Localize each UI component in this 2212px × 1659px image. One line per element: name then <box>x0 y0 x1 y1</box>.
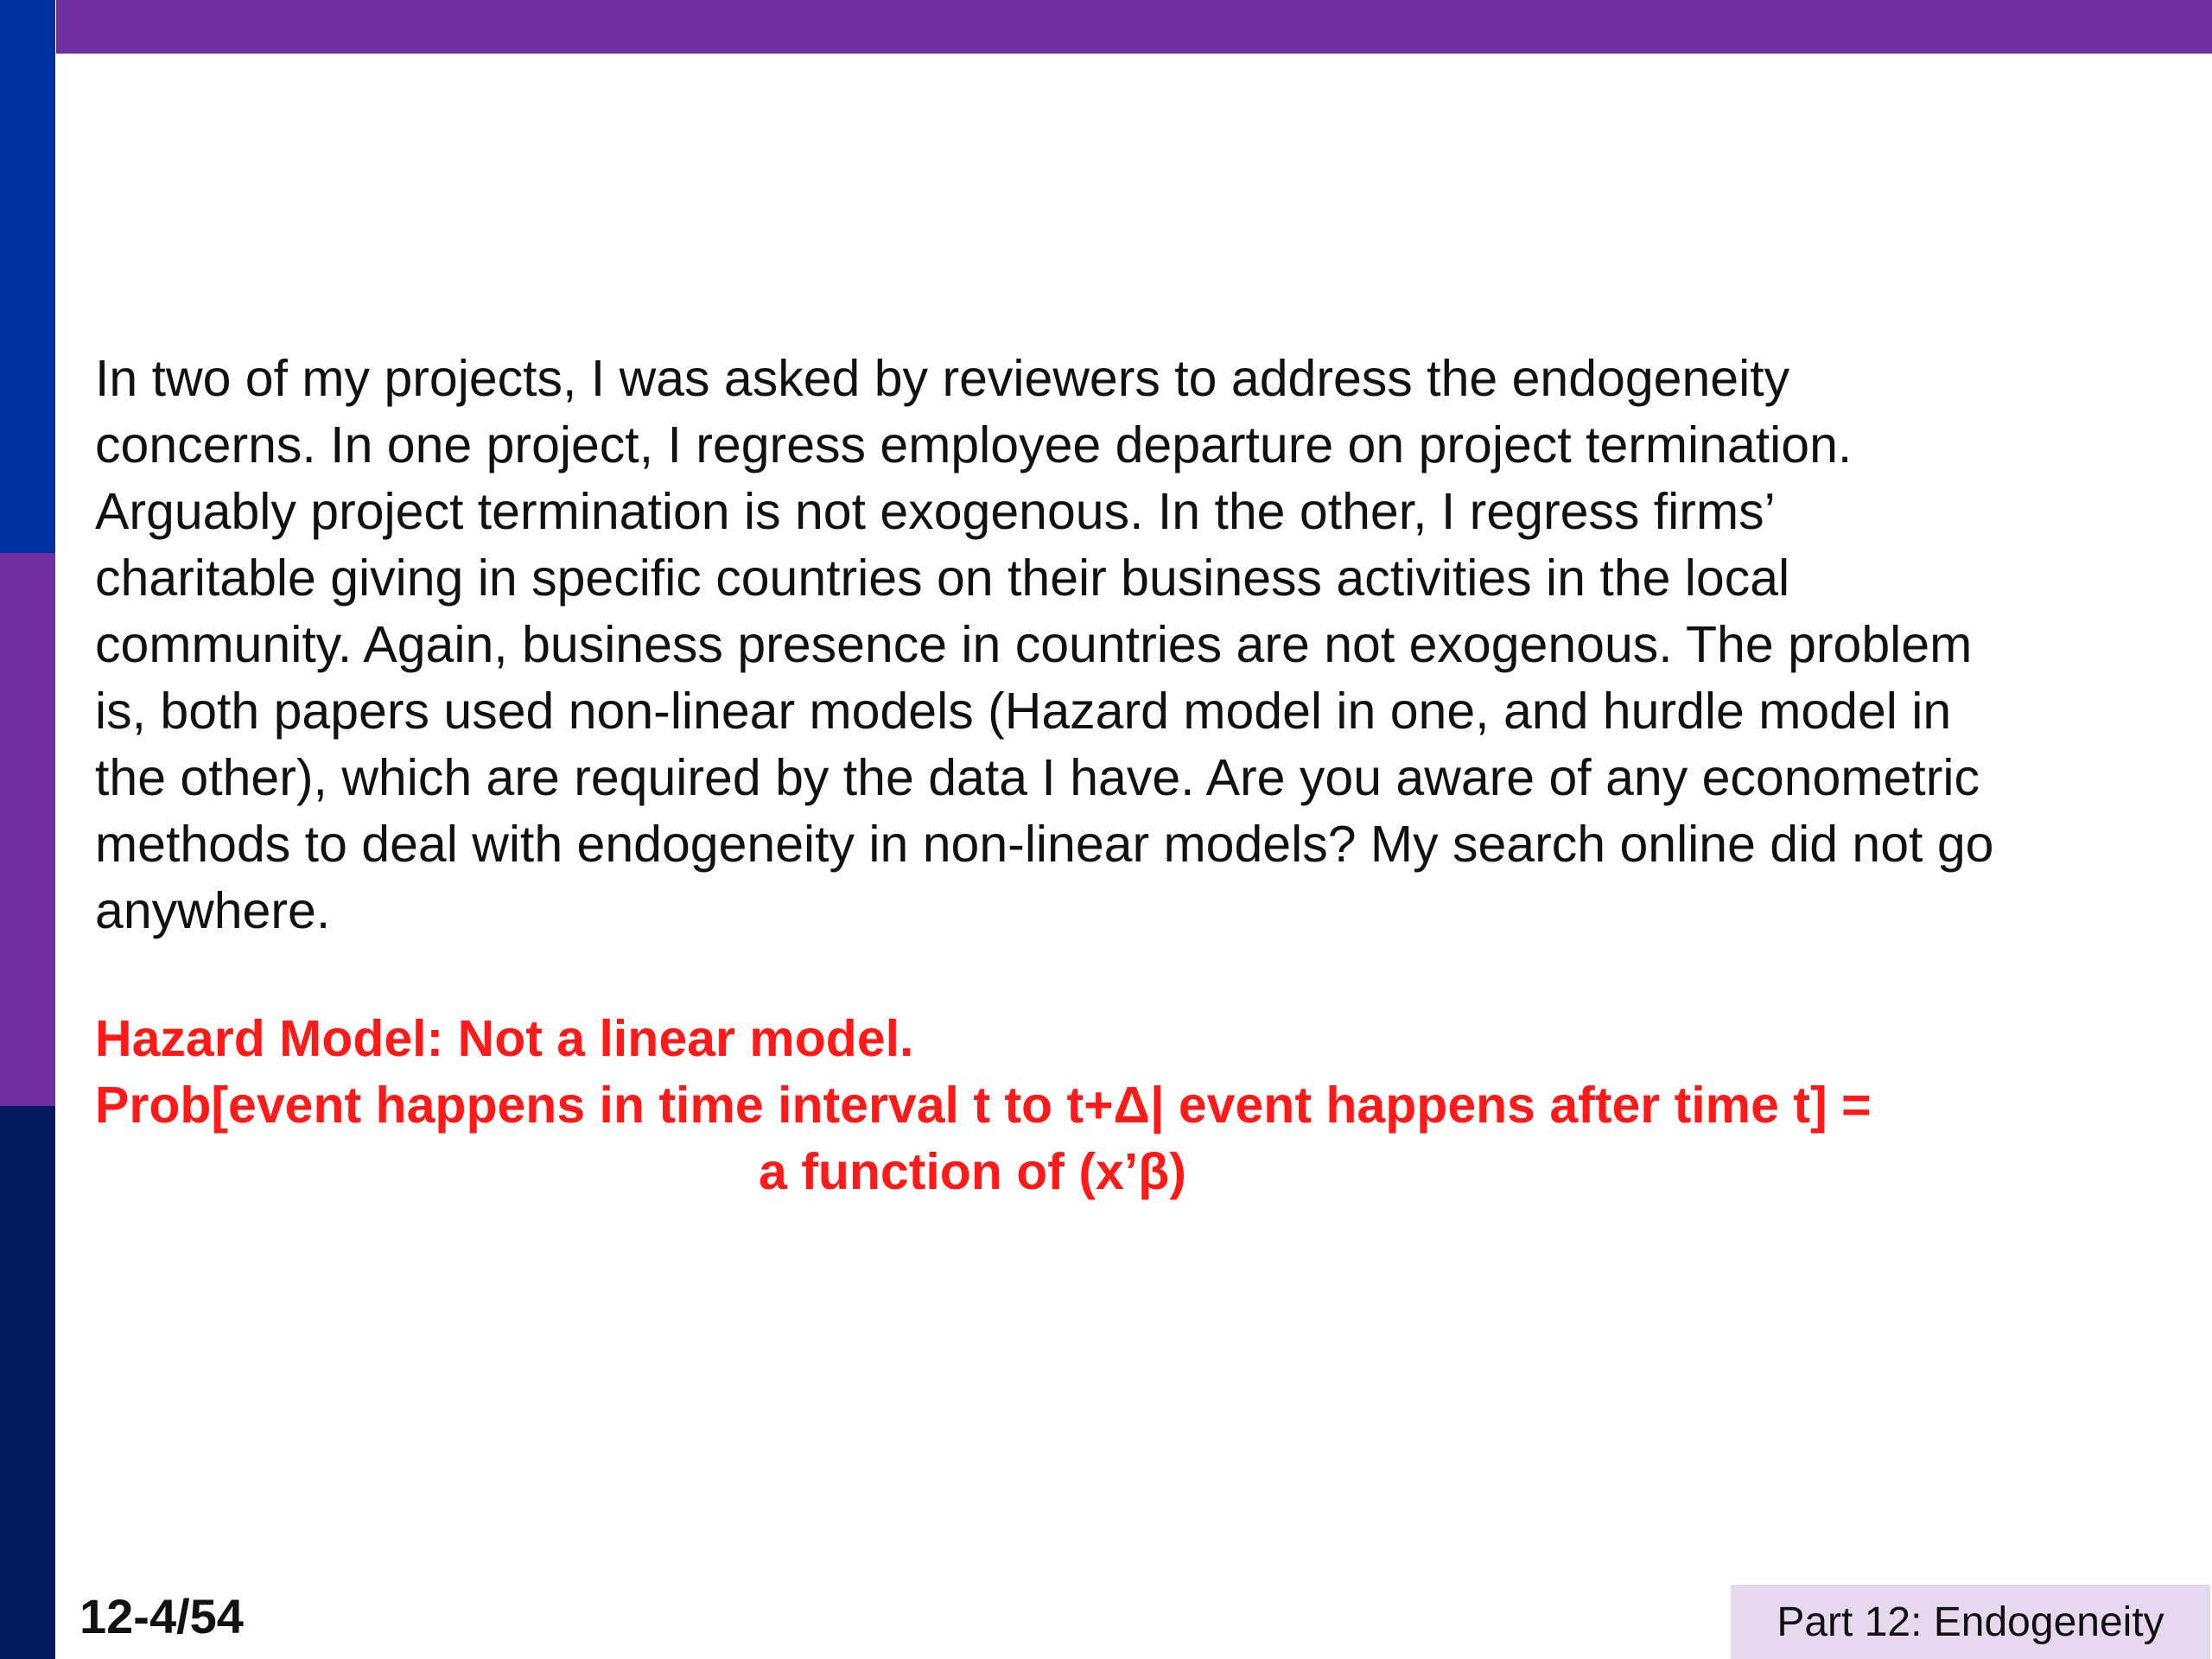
side-accent-block-top <box>0 0 55 553</box>
answer-block <box>95 1006 2186 1205</box>
part-label-box <box>1731 1585 2210 1659</box>
answer-line-3: a function of (x’β) <box>759 1143 1186 1200</box>
question-paragraph: In two of my projects, I was asked by reviewers to address the endogeneity concerns. In one project, I regress employee departure on project termination. Arguably project termination is not exogenous. In the other, I regress firms’ charitable giving in specific countries on their business activities in the local community. Again, business presence in countries are not exogenous. The problem is, both papers used non-linear models (Hazard model in one, and hurdle model in the other), which are required by the data I have. Are you aware of any econometric methods to deal with endogeneity in non-linear models? My search online did not go anywhere. <box>95 350 1994 939</box>
side-accent-block-bottom <box>0 1106 55 1659</box>
top-accent-bar <box>56 0 2212 54</box>
answer-line-1: Hazard Model: Not a linear model. <box>95 1010 914 1067</box>
part-label: Part 12: Endogeneity <box>1777 1599 2164 1645</box>
answer-line-2: Prob[event happens in time interval t to t+Δ| event happens after time t] = <box>95 1077 1872 1134</box>
side-accent-block-middle <box>0 553 55 1106</box>
slide-number: 12-4/54 <box>79 1589 244 1643</box>
